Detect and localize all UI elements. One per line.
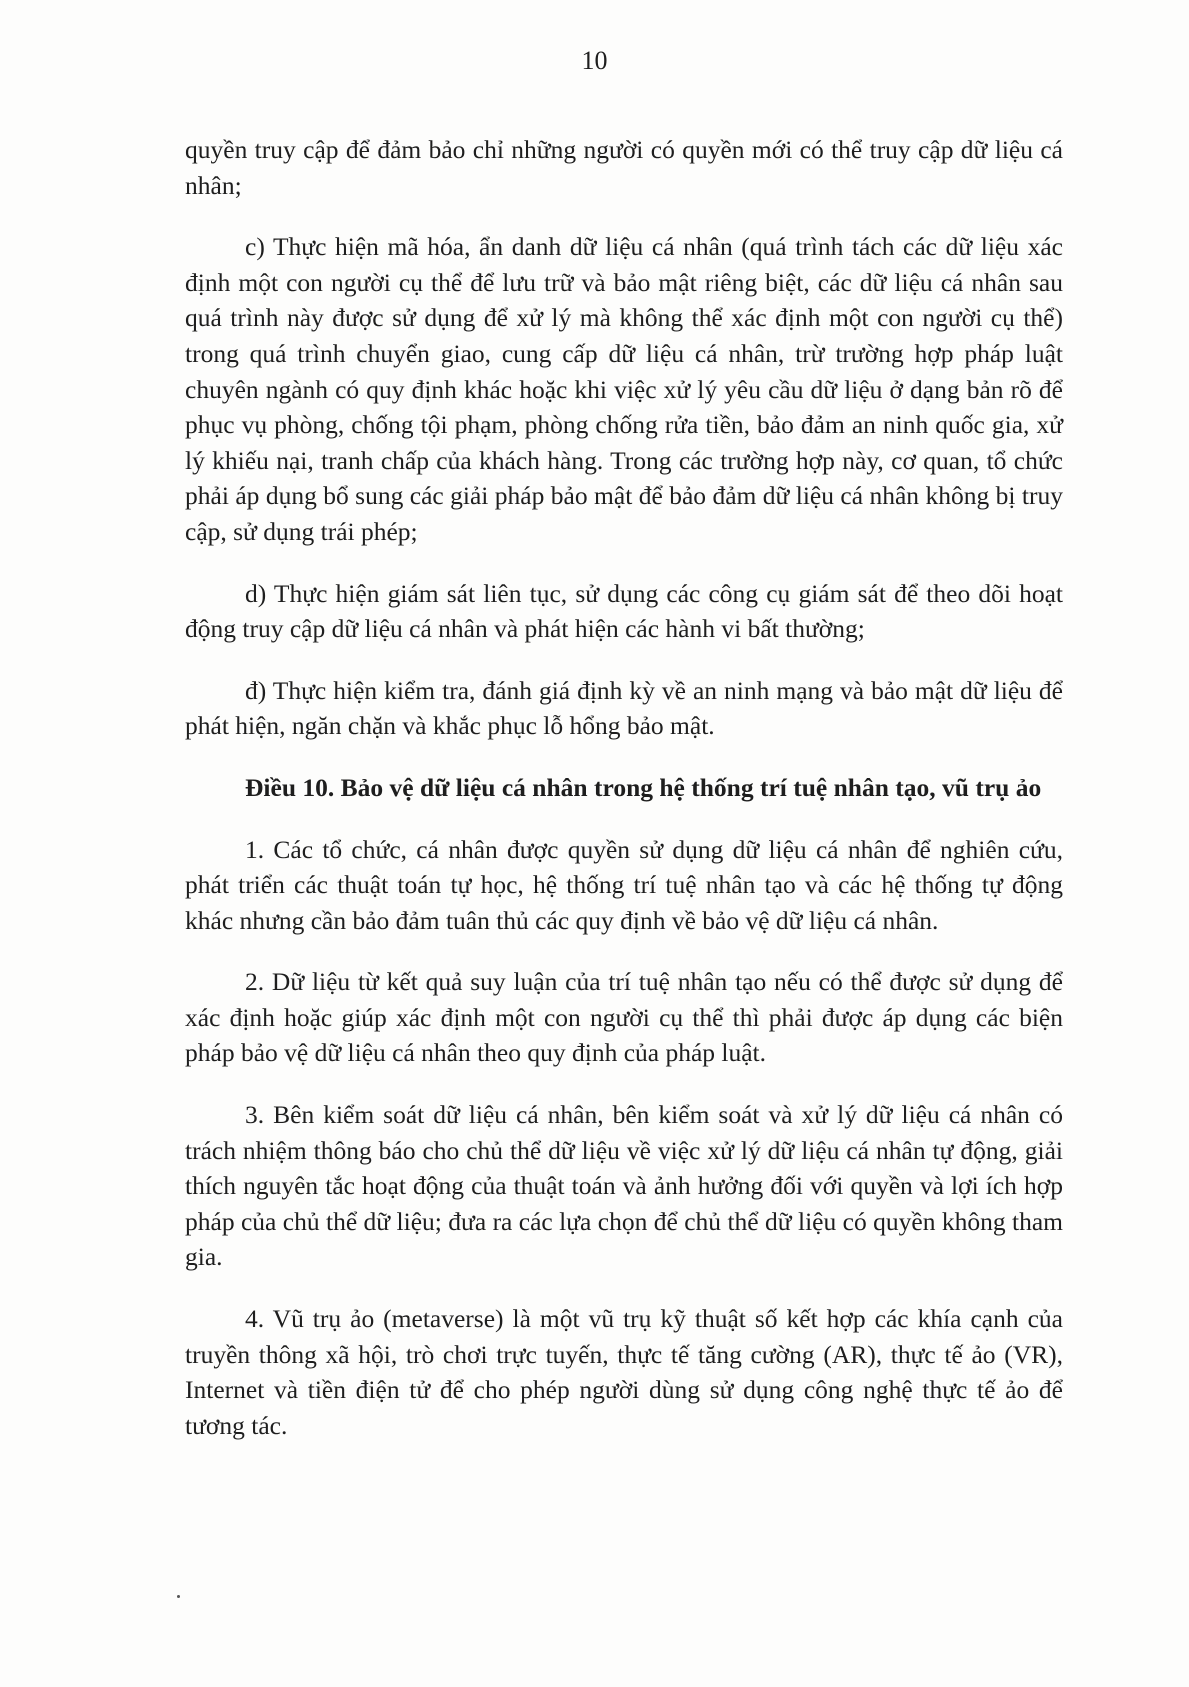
paragraph-item-dd: đ) Thực hiện kiểm tra, đánh giá định kỳ về an ninh mạng và bảo mật dữ liệu để phát hiện, ngăn chặn và khắc phục lỗ hổng bảo mật. [185,675,1063,741]
paragraph-item-d: d) Thực hiện giám sát liên tục, sử dụng các công cụ giám sát để theo dõi hoạt động truy cập dữ liệu cá nhân và phát hiện các hành vi bất thường; [185,578,1063,644]
article-heading: Điều 10. Bảo vệ dữ liệu cá nhân trong hệ thống trí tuệ nhân tạo, vũ trụ ảo [245,772,1042,802]
paragraph-item-c: c) Thực hiện mã hóa, ẩn danh dữ liệu cá nhân (quá trình tách các dữ liệu xác định một con người cụ thể để lưu trữ và bảo mật riêng biệt, các dữ liệu cá nhân sau quá trình này được sử dụng để xử lý mà không thể xác định một con người cụ thể) trong quá trình chuyển giao, cung cấp dữ liệu cá nhân, trừ trường hợp pháp luật chuyên ngành có quy định khác hoặc khi việc xử lý yêu cầu dữ liệu ở dạng bản rõ để phục vụ phòng, chống tội phạm, phòng chống rửa tiền, bảo đảm an ninh quốc gia, xử lý khiếu nại, tranh chấp của khách hàng. Trong các trường hợp này, cơ quan, tổ chức phải áp dụng bổ sung các giải pháp bảo mật để bảo đảm dữ liệu cá nhân không bị truy cập, sử dụng trái phép; [185,232,1063,546]
paragraph-access-rights: quyền truy cập để đảm bảo chỉ những người có quyền mới có thể truy cập dữ liệu cá nhân; [185,135,1063,200]
clause-4: 4. Vũ trụ ảo (metaverse) là một vũ trụ kỹ thuật số kết hợp các khía cạnh của truyền thông xã hội, trò chơi trực tuyến, thực tế tăng cường (AR), thực tế ảo (VR), Internet và tiền điện tử để cho phép người dùng sử dụng công nghệ thực tế ảo để tương tác. [185,1304,1063,1440]
scan-speck [177,1595,180,1598]
clause-2: 2. Dữ liệu từ kết quả suy luận của trí tuệ nhân tạo nếu có thể được sử dụng để xác định hoặc giúp xác định một con người cụ thể thì phải được áp dụng các biện pháp bảo vệ dữ liệu cá nhân theo quy định của pháp luật. [185,967,1063,1068]
page-number: 10 [581,46,608,75]
document-body [185,132,1063,1469]
clause-3: 3. Bên kiểm soát dữ liệu cá nhân, bên kiểm soát và xử lý dữ liệu cá nhân có trách nhiệm thông báo cho chủ thể dữ liệu về việc xử lý dữ liệu cá nhân tự động, giải thích nguyên tắc hoạt động của thuật toán và ảnh hưởng đối với quyền và lợi ích hợp pháp của chủ thể dữ liệu; đưa ra các lựa chọn để chủ thể dữ liệu có quyền không tham gia. [185,1100,1063,1272]
clause-1: 1. Các tổ chức, cá nhân được quyền sử dụng dữ liệu cá nhân để nghiên cứu, phát triển các thuật toán tự học, hệ thống trí tuệ nhân tạo và các hệ thống tự động khác nhưng cần bảo đảm tuân thủ các quy định về bảo vệ dữ liệu cá nhân. [185,834,1063,935]
